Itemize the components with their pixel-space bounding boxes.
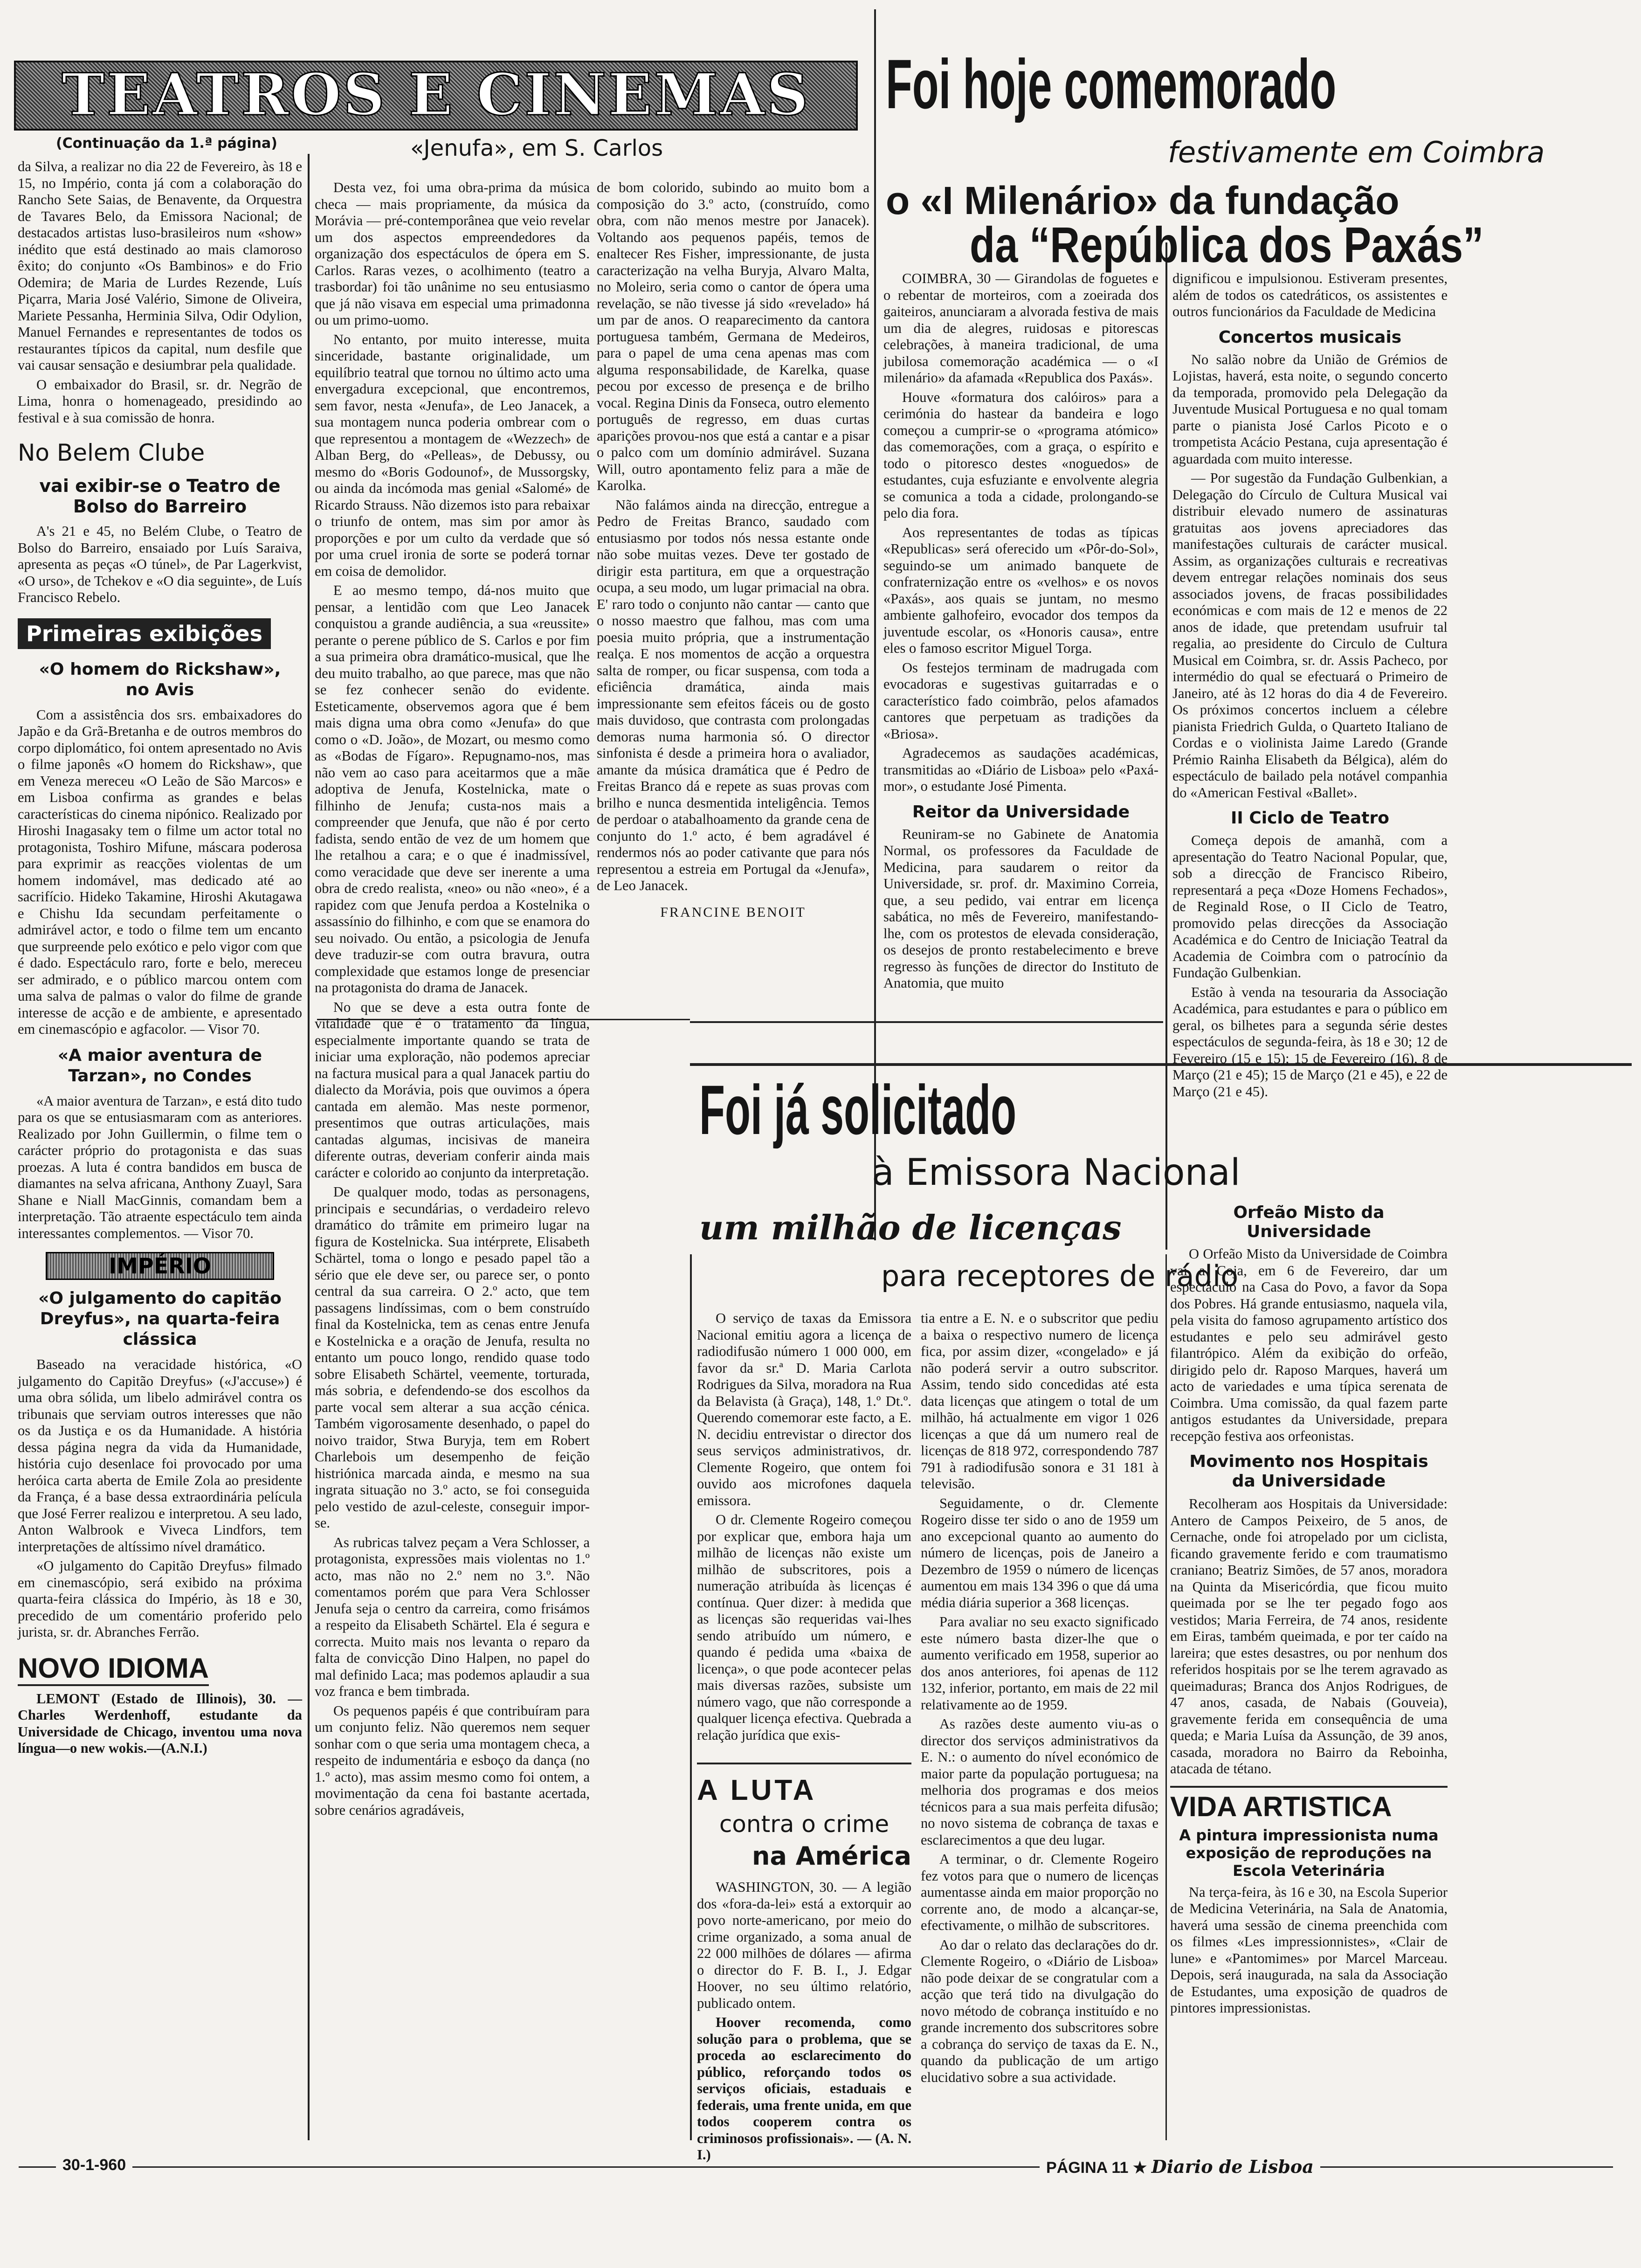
column-rule — [690, 1254, 692, 2140]
headline-line-1: Foi hoje comemorado — [886, 45, 1337, 123]
paragraph: O Orfeão Misto da Universidade de Coimbra vai a Coja, em 6 de Fevereiro, dar um espectáculo na Casa do Povo, a favor da Sopa dos Pobres. Há grande entusiasmo, naquela vila, pela visita do famoso agrupamento artístico dos estudantes e pelo seu admirável gesto filantrópico. Além da exibição do orfeão, dirigido pelo dr. Raposo Marques, haverá um acto de variedades e uma típica serenata de Coimbra. Uma comissão, da qual fazem parte antigos estudantes da Universidade, prepara recepção festiva aos orfeonistas. — [1170, 1246, 1448, 1444]
emissora-line-2: à Emissora Nacional — [872, 1152, 1241, 1194]
paragraph: tia entre a E. N. e o subscritor que pediu a baixa o respectivo numero de licença fica, por assim dizer, «congelado» e já não poderá servir a outro subscritor. Assim, tendo sido concedidas até esta data licenças que atingem o total de um milhão, há actualmente em vigor 1 026 licenças a que dá um numero real de licenças de 818 972, correspondendo 787 791 à radiodifusão sonora e 31 181 à televisão. — [921, 1310, 1158, 1492]
paragraph: Houve «formatura dos calóiros» para a cerimónia do hastear da bandeira e logo começou a cumprir-se o «programa atómico» das comemorações, com a graça, o espírito e todo o pitoresco destes «noguedos» de estudantes, cuja esfuziante e envolvente alegria se comunica a toda a cidade, prolongando-se pelo dia fora. — [883, 389, 1158, 521]
paragraph: dignificou e impulsionou. Estiveram presentes, além de todos os catedráticos, os assistentes e outros funcionários da Faculdade de Medicina — [1172, 270, 1448, 319]
luta-line-3: na América — [752, 1841, 911, 1871]
jenufa-column-2 — [315, 180, 590, 1821]
paragraph: As razões deste aumento viu-as o director dos serviços administrativos da E. N.: o aumento do nível económico de maior parte da população portuguesa; na melhoria dos programas e dos meios técnicos para a sua mais perfeita difusão; no novo sistema de cobrança de taxas e esclarecimentos a que deu lugar. — [921, 1716, 1158, 1848]
paragraph: Reuniram-se no Gabinete de Anatomia Normal, os professores da Faculdade de Medicina, para saudarem o reitor da Universidade, sr. prof. dr. Maximino Correia, que, a seu pedido, vai entrar em licença sabática, no mês de Fevereiro, manifestando-lhe, com os protestos de elevada consideração, os desejos de pronto restabelecimento e breve regresso às funções de director do Instituto de Anatomia, que muito — [883, 826, 1158, 991]
paragraph: Agradecemos as saudações académicas, transmitidas ao «Diário de Lisboa» pelo «Paxá-mor», o estudante José Pimenta. — [883, 745, 1158, 794]
paragraph: Os pequenos papéis é que contribuíram para um conjunto feliz. Não queremos nem sequer sonhar com o que seria uma montagem checa, a respeito de indumentária e esboço da dança (no 1.º acto), mas assim mesmo como foi ontem, a movimentação da cena foi bastante acertada, sobre cenários agradáveis, — [315, 1702, 590, 1818]
coimbra-column-5 — [1172, 270, 1448, 1103]
column-rule — [1165, 1254, 1167, 2140]
primeiras-box — [18, 618, 302, 649]
paragraph: «O julgamento do Capitão Dreyfus» filmado em cinemascópio, será exibido na próxima quarta-feira clássica do Império, às 18 e 30, precedido de um comentário proferido pelo jurista, sr. dr. Abranches Ferrão. — [18, 1558, 302, 1640]
paragraph: Com a assistência dos srs. embaixadores do Japão e da Grã-Bretanha e de outros membros do corpo diplomático, foi ontem apresentado no Avis o filme japonês «O homem do Rickshaw», que em Veneza mereceu «O Leão de São Marcos» e em Lisboa confirma as grandes e belas características do cinema nipónico. Realizado por Hiroshi Inagasaky tem o filme um actor total no protagonista, Toshiro Mifune, máscara poderosa para exprimir as reacções violentas de um homem indomável, mas dedicado até ao sacrifício. Hideko Takamine, Hiroshi Akutagawa e Chishu Ida secundam perfeitamente o admirável actor, e todo o filme tem um encanto que surpreende pelo exótico e pelo vigor com que é dado. Espectáculo raro, forte e belo, mereceu ser admirado, e o público marcou ontem com uma salva de palmas o valor do filme de grande interesse de acção e de ambiente, e apresentado em cinemascópio e agfacolor. — Visor 70. — [18, 706, 302, 1037]
emissora-column-3 — [697, 1310, 911, 1746]
paragraph: Hoover recomenda, como solução para o problema, que se proceda ao esclarecimento do público, reforçando todos os serviços oficiais, estaduais e federais, uma frente unida, em que todos cooperem contra os criminosos profissionais». — (A. N. I.) — [697, 2014, 911, 2163]
paragraph: Ao dar o relato das declarações do dr. Clemente Rogeiro, o «Diário de Lisboa» não pode deixar de se congratular com a acção que terá tido na divulgação do novo método de cobrança instituído e no grande incremento dos subscritores sobre a cobrança do serviço de taxas da E. N., quando da publicação de um artigo elucidativo sobre a sua actividade. — [921, 1936, 1158, 2085]
paragraph: LEMONT (Estado de Illinois), 30. — Charles Werdenhoff, estudante da Universidade de Chicago, inventou uma nova língua—o new wokis.—(A.N.I.) — [18, 1690, 302, 1756]
vida-artistica-subtitle: A pintura impressionista numa exposição de reproduções na Escola Veterinária — [1179, 1826, 1439, 1880]
section-banner — [14, 61, 858, 131]
column-rule — [308, 154, 310, 2140]
tarzan-title: «A maior aventura de Tarzan», no Condes — [57, 1045, 262, 1086]
continuation-note: (Continuação da 1.ª página) — [56, 135, 277, 152]
page-number: PÁGINA 11 — [1046, 2159, 1129, 2177]
paragraph: Desta vez, foi uma obra-prima da música checa — mais propriamente, da música da Morávia — pré-contemporânea que veio revelar um dos aspectos empreendedores da organização dos espectáculos de ópera em S. Carlos. Raras vezes, o acolhimento (teatro a trasbordar) foi tão unânime no seu entusiasmo que já não visava em especial uma primadonna ou um primo-uomo. — [315, 180, 590, 328]
emissora-line-3: um milhão de licenças — [699, 1208, 1122, 1247]
jenufa-signature: FRANCINE BENOIT — [660, 904, 806, 920]
paragraph: Para avaliar no seu exacto significado este número basta dizer-lhe que o aumento verificado em 1958, superior ao dos anos anteriores, foi apenas de 112 132, inferior, portanto, em mais de 22 mil relativamente ao de 1959. — [921, 1614, 1158, 1713]
column-rule — [874, 9, 876, 1240]
paragraph: Os festejos terminam de madrugada com evocadoras e sugestivas guitarradas e o característico fado coimbrão, pelos afamados cantores que perpetuam as tradições da «Briosa». — [883, 659, 1158, 742]
paragraph: Começa depois de amanhã, com a apresentação do Teatro Nacional Popular, que, sob a direcção de Francisco Ribeiro, representará a peça «Doze Homens Fechados», de Reginald Rose, o II Ciclo de Teatro, promovido pelas direcções da Associação Académica e do Centro de Iniciação Teatral da Academia de Coimbra com o patrocínio da Fundação Gulbenkian. — [1172, 832, 1448, 981]
paragraph: Não falámos ainda na direcção, entregue a Pedro de Freitas Branco, saudado com entusiasmo por todos nós nessa estante onde não sobe muitas vezes. Deve ter gostado de dirigir esta partitura, em que a orquestração ocupa, a seu modo, um lugar primacial na obra. E' raro todo o conjunto não cantar — canto que o nosso maestro que falhou, mas com uma poesia muito própria, que a instrumentação realça. E nos momentos de acção a orquestra salta de romper, ou ficar suspensa, com toda a eficiência dramática, ainda mais impressionante sem efeitos fáceis ou de gosto mais duvidoso, que contrasta com prolongadas demoras numa harmonia só. O director sinfonista é desde a primeira hora o avaliador, amante da música dramática que é Pedro de Freitas Branco dá e repete as suas provas com brilho e nunca desmentida inteligência. Temos de perdoar o atabalhoamento da grande cena de conjunto do 1.º acto, é bem agradável é rendermos nós ao poder cativante que para nós representou a estreia em Portugal da «Jenufa», de Leo Janacek. — [597, 497, 869, 893]
paper-name: Diario de Lisboa — [1151, 2156, 1314, 2177]
paragraph: A terminar, o dr. Clemente Rogeiro fez votos para que o numero de licenças aumentasse ainda em maior proporção no corrente ano, de modo a alcançar-se, efectivamente, o milhão de subscritores. — [921, 1851, 1158, 1933]
paragraph: O dr. Clemente Rogeiro começou por explicar que, embora haja um milhão de licenças não existe um milhão de subscritores, pois a numeração atribuída às licenças é contínua. Quer dizer: à medida que as licenças são requeridas vai-lhes sendo atribuído um número, e quando é pedida uma «baixa de licença», o que pode acontecer pelas mais diversas razões, subsiste um número vago, que não corresponde a qualquer licença efectiva. Quebrada a relação jurídica que exis- — [697, 1512, 911, 1743]
section-rule — [690, 1021, 1163, 1023]
paragraph: de bom colorido, subindo ao muito bom a composição do 3.º acto, (construído, como obra, com não menos mestre por Janacek). Voltando aos pequenos papéis, temos de enaltecer Res Fisher, impressionante, de justa caracterização na velha Buryja, Alvaro Malta, no Moleiro, seria como o cantor de ópera uma revelação, se não tivesse já sido «revelado» há um par de anos. O reaparecimento da cantora portuguesa também, Germana de Medeiros, para o papel de uma cena apenas mas com alguma responsabilidade, de Karelka, quase pecou por excesso de presença e de brilho vocal. Regina Dinis da Fonseca, outro elemento português de regresso, em duas curtas aparições provou-nos que está a cantar e a pisar o palco com um domínio admirável. Suzana Will, outro apontamento feliz para a mãe de Karolka. — [597, 180, 869, 493]
concertos-title: Concertos musicais — [1218, 327, 1402, 347]
rickshaw-title: «O homem do Rickshaw», no Avis — [39, 659, 281, 699]
teatro-title: II Ciclo de Teatro — [1231, 809, 1389, 828]
column-1 — [18, 159, 302, 1760]
paragraph: da Silva, a realizar no dia 22 de Fevereiro, às 18 e 15, no Império, conta já com a colaboração do Rancho Sete Saias, de Benavente, da Orquestra de Tavares Belo, da Emissora Nacional; de destacados artistas luso-brasileiros num «show» inédito que está destinado ao mais clamoroso êxito; do conjunto «Os Bambinos» e do Frio Odemira; de Maria de Lurdes Rezende, Luís Piçarra, Maria José Valério, Simone de Oliveira, Mariete Pessanha, Herminia Silva, Odir Odylion, Manuel Fernandes e representantes de todos os restaurantes típicos da capital, num desfile que vai causar sensação e desiumbrar pela qualidade. — [18, 159, 302, 373]
section-title: TEATROS E CINEMAS — [62, 61, 810, 129]
paragraph: «A maior aventura de Tarzan», e está dito tudo para os que se entusiasmaram com as anteriores. Realizado por John Guillermin, o filme tem o carácter próprio do protagonista e das suas proezas. A luta é contra bandidos em busca de diamantes na selva africana, Anthony Zuayl, Sara Shane e Niall MacGinnis, comandam bem a interpretação. Tão atraente espectáculo tem ainda interessantes complementos. — Visor 70. — [18, 1093, 302, 1241]
reitor-title: Reitor da Universidade — [912, 802, 1130, 822]
headline-line-2: festivamente em Coimbra — [1168, 135, 1545, 169]
footer-page — [1040, 2156, 1320, 2177]
jenufa-title: «Jenufa», em S. Carlos — [410, 135, 663, 161]
vida-artistica-title: VIDA ARTISTICA — [1170, 1786, 1448, 1823]
luta-line-2: contra o crime — [719, 1811, 889, 1838]
paragraph: Na terça-feira, às 16 e 30, na Escola Superior de Medicina Veterinária, na Sala de Anatomia, haverá uma sessão de cinema preenchida com os filmes «Les impressionnistes», «Clair de lune» e «Pantomimes» por Marcel Marceau. Depois, será inaugurada, na sala da Associação de Estudantes, uma exposição de quadros de pintores impressionistas. — [1170, 1884, 1448, 2016]
paragraph: No entanto, por muito interesse, muita sinceridade, bastante originalidade, um equilíbrio teatral que tornou no último acto uma envergadura excepcional, que encontremos, sem favor, nesta «Jenufa», de Leo Janacek, a sua montagem nunca poderia ombrear com o que representou a montagem de «Wezzech» de Alban Berg, do «Pelleas», de Debussy, ou mesmo do «Boris Godounof», de Mussorgsky, ou ainda da incómoda mas genial «Salomé» de Ricardo Strauss. Não dizemos isto para rebaixar o triunfo de ontem, mas sim por amor às proporções e por um culto da verdade que só por uma cruel ironia de sorte se poderá tornar em coisa de demolidor. — [315, 331, 590, 579]
paragraph: Aos representantes de todas as típicas «Republicas» será oferecido um «Pôr-do-Sol», seguindo-se um animado banquete de confraternização entre os «velhos» e os novos «Paxás», aos quais se juntam, no mesmo ambiente galhofeiro, evocador dos tempos da juventude escolar, os «Honoris causa», entre eles o famoso escritor Miguel Torga. — [883, 524, 1158, 656]
paragraph: E ao mesmo tempo, dá-nos muito que pensar, a lentidão com que Leo Janacek conquistou a grande audiência, a sua «reussite» perante o perene público de S. Carlos e por fim a sua primeira obra dramático-musical, que lhe deu muito trabalho, ao que parece, mas que não se fez conhecer senão do evidente. Esteticamente, observemos agora que é bem mais digna uma obra como «Jenufa» do que como o «D. João», de Mozart, ou mesmo como as «Bodas de Fígaro». Repugnamo-nos, mas não vem ao caso para aceitarmos que a mãe adoptiva de Jenufa, Kostelnicka, mate o filhinho de Jenufa; custa-nos mais a compreender que Jenufa, que não é por certo fadista, sendo então de vez de um homem que lhe retalhou a cara; e o que é inadmissível, como veracidade que deve ser inerente a uma obra de credo realista, «neo» ou não «neo», é a rapidez com que Jenufa perdoa a Kostelnika o assassínio do filhinho, e com que se enamora do seu noivado. Ou então, a psicologia de Jenufa deve traduzir-se com outra bravura, outra complexidade que estamos longe de presenciar na protagonista do drama de Janacek. — [315, 582, 590, 996]
paragraph: O embaixador do Brasil, sr. dr. Negrão de Lima, honra o homenageado, presidindo ao festival e à sua comissão de honra. — [18, 376, 302, 426]
emissora-line-4: para receptores de rádio — [881, 1259, 1239, 1293]
paragraph: Baseado na veracidade histórica, «O julgamento do Capitão Dreyfus» («J'accuse») é uma obra sólida, um libelo admirável contra os tribunais que serviam outros interesses que não os da Justiça e os da Humanidade. A história dessa página negra da vida da Humanidade, história cujo desenlace foi provocado por uma heróica carta aberta de Emile Zola ao presidente da França, é a base dessa extraordinária película que José Ferrer realizou e interpretou. A seu lado, Anton Walbrook e Viveca Lindfors, tem interpretações de altíssimo nível dramático. — [18, 1356, 302, 1555]
orfeao-title: Orfeão Misto da Universidade — [1233, 1203, 1385, 1241]
jenufa-column-3 — [597, 180, 869, 920]
paragraph: COIMBRA, 30 — Girandolas de foguetes e o rebentar de morteiros, com a zoeirada dos gaiteiros, anunciaram a alvorada festiva de mais um dia de alegres, ruidosas e pitorescas celebrações, à maneira tradicional, de uma jubilosa comemoração académica — o «I milenário» da afamada «Republica dos Paxás». — [883, 270, 1158, 386]
belem-title: No Belem Clube — [18, 439, 205, 466]
novo-idioma-title: NOVO IDIOMA — [18, 1652, 209, 1686]
footer-rule — [19, 2166, 1613, 2168]
emissora-line-1: Foi já solicitado — [699, 1071, 1017, 1149]
primeiras-label: Primeiras exibições — [18, 618, 271, 649]
hospitais-title: Movimento nos Hospitais da Universidade — [1189, 1452, 1428, 1491]
paragraph: As rubricas talvez peçam a Vera Schlosser, a protagonista, expressões mais violentas no 1.º acto, mas não no 2.º nem no 3.º. Não comentamos porém que para Vera Schlosser Jenufa seja o centro da carreira, como frisámos a respeito da Elisabeth Schärtel. Ela é segura e correcta. Muito mais nos levanta o reparo da falta de convicção Dino Halpen, no papel do mal definido Laca; mas podemos aplaudir a sua voz franca e bem timbrada. — [315, 1534, 590, 1699]
section-rule — [690, 1063, 1632, 1066]
paragraph: WASHINGTON, 30. — A legião dos «fora-da-lei» está a extorquir ao povo norte-americano, por meio do crime organizado, a soma anual de 22 000 milhões de dólares — afirma o director do F. B. I., J. Edgar Hoover, no seu último relatório, publicado ontem. — [697, 1879, 911, 2011]
coimbra-column-4 — [883, 270, 1158, 995]
paragraph: O serviço de taxas da Emissora Nacional emitiu agora a licença de radiodifusão número 1 000 000, em favor da sr.ª D. Maria Carlota Rodrigues da Silva, moradora na Rua da Belavista (à Graça), 148, 1.º Dt.º. Querendo comemorar este facto, a E. N. decidiu entrevistar o director dos seus serviços administrativos, dr. Clemente Rogeiro, que ontem foi ouvido aos microfones daquela emissora. — [697, 1310, 911, 1508]
column-rule — [1165, 242, 1167, 1250]
belem-subtitle: vai exibir-se o Teatro de Bolso do Barreiro — [39, 476, 281, 517]
star-icon: ★ — [1132, 2159, 1147, 2177]
emissora-column-4 — [921, 1310, 1158, 2088]
coimbra-column-6 — [1170, 1203, 1448, 2019]
paragraph: — Por sugestão da Fundação Gulbenkian, a Delegação do Círculo de Cultura Musical vai distribuir elevado numero de assinaturas gratuitas aos jovens apreciadores das manifestações culturais de carácter musical. Assim, as organizações culturais e recreativas devem entregar relações nominais dos seus associados jovens, de fracas possibilidades económicas e com mais de 12 e menos de 22 anos de idade, que pretendam usufruir tal regalia, ao presidente do Circulo de Cultura Musical em Coimbra, sr. dr. Assis Pacheco, por intermédio do qual se efectuará o Primeiro de Janeiro, até às 12 horas do dia 4 de Fevereiro. Os próximos concertos incluem a célebre pianista Friedrich Gulda, o Quarteto Italiano de Cordas e o violinista Jaime Laredo (Grande Prémio Rainha Elisabeth da Bélgica), além do espectáculo de bailado pela notável companhia do «American Festival «Ballet». — [1172, 470, 1448, 801]
headline-line-3: o «I Milenário» da fundação — [886, 179, 1400, 222]
paragraph: No salão nobre da União de Grémios de Lojistas, haverá, esta noite, o segundo concerto da temporada, promovido pela Delegação da Juventude Musical Portuguesa e no qual tomam parte o pianista José Carlos Picoto e o trompetista Acácio Pestana, cuja apresentação é aguardada com muito interesse. — [1172, 351, 1448, 467]
paragraph: Estão à venda na tesouraria da Associação Académica, para estudantes e para o público em geral, os bilhetes para a segunda série destes espectáculos de segunda-feira, às 18 e 30; 12 de Fevereiro (15 e 15); 15 de Fevereiro (16), 8 de Março (21 e 45); 15 de Março (21 e 45), e 22 de Março (21 e 45). — [1172, 984, 1448, 1099]
paragraph: A's 21 e 45, no Belém Clube, o Teatro de Bolso do Barreiro, ensaiado por Luís Saraiva, apresenta as peças «O túnel», de Par Lagerkvist, «O urso», de Tchekov e «O dia seguinte», de Luís Francisco Rebelo. — [18, 523, 302, 605]
paragraph: Recolheram aos Hospitais da Universidade: Antero de Campos Peixeiro, de 5 anos, de Cernache, onde foi atropelado por um ciclista, ficando gravemente ferido e com traumatismo craniano; Beatriz Simões, de 57 anos, moradora na Quinta da Misericórdia, que ficou muito queimada por se lhe ter pegado fogo aos vestidos; Maria Ferreira, de 74 anos, residente em Eiras, também queimada, e por ter caído na lareira; que estes desastres, ou por nenhum dos referidos hospitais por se lhe terem agravado as queimaduras; Branca dos Anjos Rodrigues, de 47 anos, casada, de Nabais (Gouveia), gravemente ferida em consequência de uma queda; e Maria Luísa da Assunção, de 39 anos, casada, moradora no Bairro da Reboinha, atacada de tétano. — [1170, 1496, 1448, 1777]
paragraph: De qualquer modo, todas as personagens, principais e secundárias, o verdadeiro relevo dramático do trâmite em primeiro lugar na figura de Kostelnicka. Sua intérprete, Elisabeth Schärtel, toma o longo e pesado papel tão a sério que ele deve ser, ou parece ser, o ponto central da sua carreira. O 2.º acto, que tem passagens lindíssimas, com o bem construído final da Kostelnicka, tem as cenas entre Jenufa e Kostelnicka e a oração de Jenufa, resulta no entanto um pouco longo, rendido quase todo sobre Elisabeth Schärtel, veemente, torturada, más sobria, e defendendo-se dos escolhos da parte vocal sem alterar a sua acção cénica. Também vigorosamente desenhado, o papel do noivo traidor, Stwa Buryja, tem em Robert Charlebois um desempenho de feição histriónica marcada ainda, e mesmo na sua ingrata situação no 3.º acto, se foi conseguida pelo vestido de azul-celeste, conseguir impor-se. — [315, 1184, 590, 1531]
paragraph: No que se deve a esta outra fonte de vitalidade que é o tratamento da língua, especialmente importante quando se trata de iniciar uma exploração, não podemos apreciar na factura musical para a qual Janacek partiu do dialecto da Morávia, pois que ouvimos a ópera cantada em alemão. Mas neste pormenor, presentimos que outras articulações, mais cantadas algumas, incisivas de maneira diferente outras, deveriam conferir ainda mais carácter e colorido ao conjunto da interpretação. — [315, 999, 590, 1181]
luta-line-1: A LUTA — [697, 1774, 817, 1806]
imperio-label: IMPÉRIO — [46, 1252, 274, 1280]
luta-box — [697, 1763, 911, 2166]
headline-line-4: da “República dos Paxás” — [970, 216, 1484, 273]
footer-date: 30-1-960 — [56, 2156, 132, 2174]
dreyfus-title: «O julgamento do capitão Dreyfus», na quarta-feira clássica — [38, 1289, 282, 1349]
paragraph: Seguidamente, o dr. Clemente Rogeiro disse ter sido o ano de 1959 um ano excepcional quanto ao aumento do número de licenças, pois de Janeiro a Dezembro de 1959 o número de licenças aumentou em mais 134 396 o que dá uma média diária superior a 368 licenças. — [921, 1495, 1158, 1611]
